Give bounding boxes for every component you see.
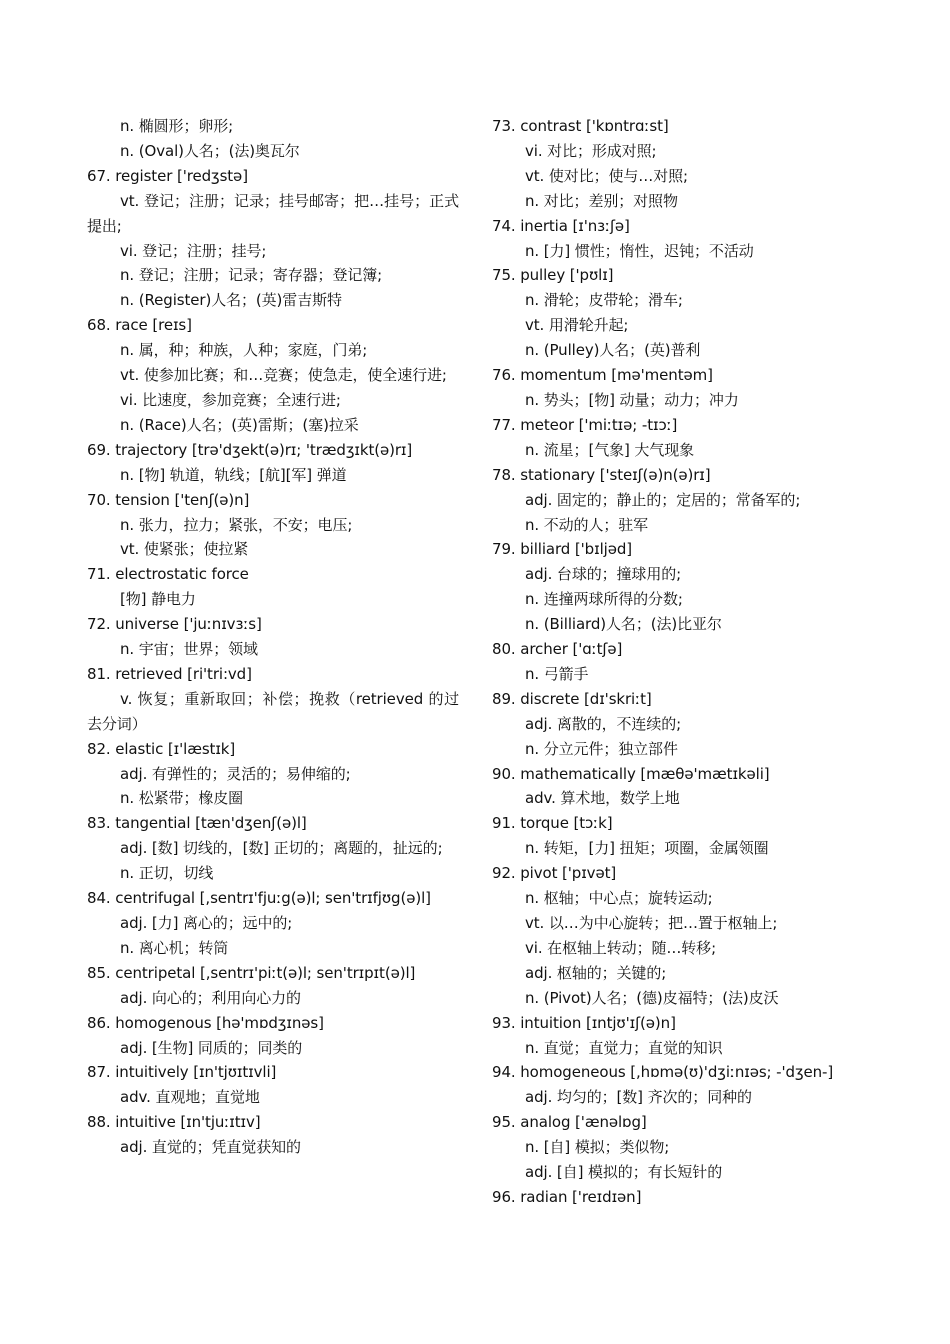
definition-line: n. 势头；[物] 动量；动力；冲力	[525, 390, 739, 409]
definition-line: n. [物] 轨道，轨线；[航][军] 弹道	[120, 465, 347, 484]
definition-line: vt. 以…为中心旋转；把…置于枢轴上;	[525, 914, 778, 932]
definition-line: adj. [数] 切线的，[数] 正切的；离题的，扯远的;	[120, 839, 443, 858]
definition-line: n. (Pivot)人名；(德)皮福特；(法)皮沃	[525, 988, 779, 1007]
definition-line: adj. 离散的，不连续的;	[525, 714, 682, 733]
entry-headword: 68. race [reɪs]	[87, 316, 192, 335]
definition-line: n. 松紧带；橡皮圈	[120, 789, 244, 808]
definition-line: n. 分立元件；独立部件	[525, 739, 678, 758]
definition-line: vt. 登记；注册；记录；挂号邮寄；把…挂号；正式提出;	[87, 191, 459, 235]
definition-line: vi. 在枢轴上转动；随…转移;	[525, 938, 717, 957]
definition-line: n. 流星；[气象] 大气现象	[525, 440, 695, 459]
definition-line: adj. 有弹性的；灵活的；易伸缩的;	[120, 764, 351, 783]
definition-line: n. 宇宙；世界；领域	[120, 640, 258, 659]
definition-line: n. [自] 模拟；类似物;	[525, 1138, 670, 1157]
definition-line: n. 连撞两球所得的分数;	[525, 590, 683, 609]
definition-line: n. (Pulley)人名；(英)普利	[525, 341, 701, 360]
definition-line: vt. 用滑轮升起;	[525, 316, 629, 335]
entry-headword: 74. inertia [ɪ'nɜːʃə]	[492, 216, 630, 235]
entry-headword: 77. meteor ['miːtɪə; -tɪɔː]	[492, 415, 678, 434]
entry-headword: 71. electrostatic force	[87, 565, 249, 584]
definition-line: n. 属，种；种族，人种；家庭，门弟;	[120, 341, 368, 360]
definition-line: v. 恢复；重新取回；补偿；挽救（retrieved 的过去分词）	[87, 689, 459, 733]
entry-headword: 93. intuition [ɪntjʊ'ɪʃ(ə)n]	[492, 1013, 676, 1032]
definition-line: n. 对比；差别；对照物	[525, 191, 678, 210]
entry-headword: 86. homogenous [hə'mɒdʒɪnəs]	[87, 1013, 324, 1032]
definition-line: n. 登记；注册；记录；寄存器；登记簿;	[120, 266, 383, 285]
definition-line: n. 张力，拉力；紧张，不安；电压;	[120, 515, 353, 534]
definition-line: n. 离心机；转筒	[120, 938, 229, 957]
definition-line: adj. 直觉的；凭直觉获知的	[120, 1138, 301, 1157]
right-column	[492, 114, 864, 1210]
entry-headword: 67. register ['redʒstə]	[87, 166, 248, 185]
definition-line: n. 转矩，[力] 扭矩；项圈，金属领圈	[525, 839, 769, 858]
entry-headword: 92. pivot ['pɪvət]	[492, 864, 617, 883]
definition-line: n. 滑轮；皮带轮；滑车;	[525, 291, 683, 310]
definition-line: n. (Billiard)人名；(法)比亚尔	[525, 615, 722, 634]
definition-line: adv. 算术地，数学上地	[525, 789, 680, 808]
definition-line: adj. 固定的；静止的；定居的；常备军的;	[525, 490, 801, 509]
entry-headword: 83. tangential [tæn'dʒenʃ(ə)l]	[87, 814, 307, 833]
entry-headword: 80. archer ['ɑːtʃə]	[492, 640, 623, 659]
entry-headword: 76. momentum [mə'mentəm]	[492, 366, 713, 385]
definition-line: n. 弓箭手	[525, 664, 589, 683]
entry-headword: 91. torque [tɔːk]	[492, 814, 613, 833]
definition-line: n. 椭圆形；卵形;	[120, 117, 234, 135]
definition-line: n. (Race)人名；(英)雷斯；(塞)拉采	[120, 415, 359, 434]
definition-line: n. 直觉；直觉力；直觉的知识	[525, 1038, 723, 1057]
entry-headword: 84. centrifugal [,sentrɪ'fjuːg(ə)l; sen'trɪfjʊg(ə)l]	[87, 889, 431, 908]
definition-line: vt. 使紧张；使拉紧	[120, 540, 249, 559]
definition-line: adv. 直观地；直觉地	[120, 1088, 260, 1107]
entry-headword: 90. mathematically [mæθə'mætɪkəli]	[492, 764, 770, 783]
entry-headword: 78. stationary ['steɪʃ(ə)n(ə)rɪ]	[492, 465, 711, 484]
definition-line: vi. 对比；形成对照;	[525, 141, 657, 160]
entry-headword: 69. trajectory [trə'dʒekt(ə)rɪ; 'trædʒɪkt(ə)rɪ]	[87, 440, 413, 459]
definition-line: n. (Oval)人名；(法)奥瓦尔	[120, 141, 300, 160]
definition-line: adj. [力] 离心的；远中的;	[120, 914, 293, 932]
entry-headword: 89. discrete [dɪ'skriːt]	[492, 689, 652, 708]
definition-line: vt. 使参加比赛；和…竞赛；使急走，使全速行进;	[120, 366, 447, 385]
entry-headword: 87. intuitively [ɪn'tjʊɪtɪvli]	[87, 1063, 277, 1082]
entry-headword: 95. analog ['ænəlɒg]	[492, 1113, 647, 1132]
entry-headword: 82. elastic [ɪ'læstɪk]	[87, 739, 236, 758]
definition-line: vi. 比速度，参加竞赛；全速行进;	[120, 390, 341, 409]
entry-headword: 70. tension ['tenʃ(ə)n]	[87, 490, 250, 509]
entry-headword: 75. pulley ['pʊlɪ]	[492, 266, 614, 285]
entry-headword: 73. contrast ['kɒntrɑːst]	[492, 117, 669, 135]
definition-line: n. 不动的人；驻军	[525, 515, 649, 534]
left-column	[87, 114, 459, 1160]
entry-headword: 96. radian ['reɪdɪən]	[492, 1187, 642, 1206]
definition-line: vi. 登记；注册；挂号;	[120, 241, 267, 260]
definition-line: n. 正切，切线	[120, 864, 214, 883]
entry-headword: 94. homogeneous [,hɒmə(ʊ)'dʒiːnɪəs; -'dʒen-]	[492, 1063, 834, 1082]
definition-line: adj. [自] 模拟的；有长短针的	[525, 1163, 723, 1182]
definition-line: adj. 向心的；利用向心力的	[120, 988, 301, 1007]
entry-headword: 85. centripetal [,sentrɪ'piːt(ə)l; sen'trɪpɪt(ə)l]	[87, 963, 416, 982]
definition-line: vt. 使对比；使与…对照;	[525, 166, 688, 185]
entry-headword: 79. billiard ['bɪljəd]	[492, 540, 633, 559]
definition-line: [物] 静电力	[120, 590, 196, 609]
definition-line: adj. 枢轴的；关键的;	[525, 963, 667, 982]
definition-line: n. (Register)人名；(英)雷吉斯特	[120, 291, 342, 310]
definition-line: adj. [生物] 同质的；同类的	[120, 1038, 303, 1057]
entry-headword: 88. intuitive [ɪn'tjuːɪtɪv]	[87, 1113, 261, 1132]
definition-line: n. 枢轴；中心点；旋转运动;	[525, 889, 713, 908]
definition-line: adj. 均匀的；[数] 齐次的；同种的	[525, 1088, 752, 1107]
definition-line: adj. 台球的；撞球用的;	[525, 565, 682, 584]
definition-line: n. [力] 惯性；惰性，迟钝；不活动	[525, 241, 754, 260]
entry-headword: 81. retrieved [ri'tri:vd]	[87, 664, 252, 683]
entry-headword: 72. universe ['juːnɪvɜːs]	[87, 615, 262, 634]
